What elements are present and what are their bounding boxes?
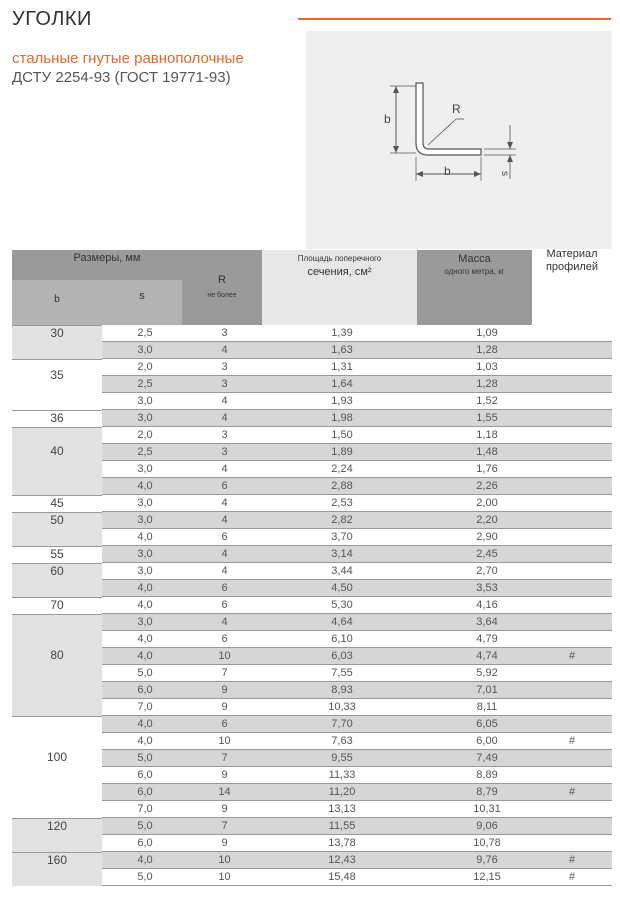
cell-mass: 5,92: [476, 667, 498, 679]
table-row: [12, 699, 612, 716]
table-row: [12, 733, 612, 750]
header-b: [12, 280, 102, 325]
header-material: [532, 250, 612, 325]
cell-s: 4,0: [137, 718, 153, 730]
cell-s: 4,0: [137, 633, 153, 645]
table-row: [12, 393, 612, 410]
cell-area: 7,70: [331, 718, 353, 730]
table-row: [12, 410, 612, 427]
table-row: [12, 376, 612, 393]
cell-area: 7,63: [331, 735, 353, 747]
cell-mass: 8,79: [476, 786, 498, 798]
cell-material: #: [568, 871, 576, 883]
cell-s: 6,0: [137, 786, 153, 798]
cell-area: 1,63: [331, 344, 353, 356]
cell-s: 3,0: [137, 514, 153, 526]
cell-mass: 1,76: [476, 463, 498, 475]
cell-b: 160: [46, 853, 68, 867]
angle-shape: [416, 83, 481, 155]
header-sizes-label: Размеры, мм: [73, 252, 141, 264]
table-header: [12, 250, 612, 325]
cell-r: 4: [221, 616, 228, 628]
cell-s: 2,0: [137, 429, 153, 441]
page-title: УГОЛКИ: [12, 8, 92, 30]
cell-area: 1,31: [331, 361, 353, 373]
cell-material: #: [568, 735, 576, 747]
table-row: [12, 648, 612, 665]
cell-area: 1,98: [331, 412, 353, 424]
table-row: [12, 529, 612, 546]
table-row: [12, 325, 612, 342]
header-area: [262, 250, 417, 325]
cell-r: 3: [221, 378, 228, 390]
cell-mass: 2,45: [476, 548, 498, 560]
table-row: [12, 682, 612, 699]
cell-s: 3,0: [137, 497, 153, 509]
header-mass-line1: Масса: [458, 253, 491, 265]
cell-mass: 2,90: [476, 531, 498, 543]
cell-s: 3,0: [137, 395, 153, 407]
table-row: [12, 359, 612, 376]
cell-area: 10,33: [328, 701, 356, 713]
header-b-label: b: [54, 294, 60, 305]
cell-area: 1,89: [331, 446, 353, 458]
cell-mass: 7,49: [476, 752, 498, 764]
table-row: [12, 614, 612, 631]
table-row: [12, 750, 612, 767]
cell-r: 4: [221, 548, 228, 560]
cell-material: #: [568, 854, 576, 866]
cell-area: 7,55: [331, 667, 353, 679]
table-row: [12, 478, 612, 495]
cell-area: 4,64: [331, 616, 353, 628]
cell-b: 45: [50, 496, 64, 510]
cell-b: 80: [50, 648, 64, 662]
cell-s: 3,0: [137, 548, 153, 560]
table-row: [12, 495, 612, 512]
cell-area: 3,14: [331, 548, 353, 560]
cell-material: #: [568, 650, 576, 662]
cell-r: 6: [221, 531, 228, 543]
cell-r: 3: [221, 429, 228, 441]
cell-area: 12,43: [328, 854, 356, 866]
cell-b: 36: [50, 411, 64, 425]
cell-area: 2,53: [331, 497, 353, 509]
cell-s: 4,0: [137, 854, 153, 866]
cell-s: 5,0: [137, 667, 153, 679]
cell-area: 2,82: [331, 514, 353, 526]
table-row: [12, 631, 612, 648]
cell-mass: 7,01: [476, 684, 498, 696]
table-row: [12, 801, 612, 818]
cell-r: 10: [218, 650, 231, 662]
table-row: [12, 342, 612, 359]
cell-s: 4,0: [137, 735, 153, 747]
cell-s: 6,0: [137, 684, 153, 696]
header-area-line2: сечения, см²: [307, 266, 372, 278]
header-r: [182, 280, 262, 325]
cell-s: 3,0: [137, 412, 153, 424]
header-s: [102, 280, 182, 325]
cell-mass: 1,55: [476, 412, 498, 424]
cell-r: 4: [221, 412, 228, 424]
table-row: [12, 461, 612, 478]
cell-mass: 10,31: [473, 803, 501, 815]
cell-r: 9: [221, 701, 228, 713]
cell-mass: 2,26: [476, 480, 498, 492]
cell-b: 50: [50, 513, 64, 527]
dim-b-side: b: [384, 112, 391, 126]
cell-area: 6,10: [331, 633, 353, 645]
table-row: [12, 563, 612, 580]
cell-s: 2,5: [137, 327, 153, 339]
cell-material: #: [568, 786, 576, 798]
header-s-label: s: [139, 290, 145, 302]
cell-r: 6: [221, 718, 228, 730]
table-row: [12, 580, 612, 597]
cell-r: 4: [221, 497, 228, 509]
cell-mass: 1,28: [476, 378, 498, 390]
cell-mass: 1,18: [476, 429, 498, 441]
table-row: [12, 852, 612, 869]
table-row: [12, 767, 612, 784]
cell-mass: 1,48: [476, 446, 498, 458]
cell-s: 7,0: [137, 803, 153, 815]
table-row: [12, 869, 612, 886]
subtitle-standard: ДСТУ 2254-93 (ГОСТ 19771-93): [12, 69, 231, 86]
cell-area: 13,78: [328, 837, 356, 849]
cell-b: 60: [50, 564, 64, 578]
table-row: [12, 512, 612, 529]
cell-mass: 4,16: [476, 599, 498, 611]
table-row: [12, 444, 612, 461]
cell-s: 2,5: [137, 446, 153, 458]
cell-r: 9: [221, 837, 228, 849]
cell-r: 6: [221, 582, 228, 594]
header-r-label: R: [218, 274, 226, 286]
cell-mass: 2,00: [476, 497, 498, 509]
cell-s: 2,0: [137, 361, 153, 373]
cell-area: 5,30: [331, 599, 353, 611]
dim-r: R: [452, 102, 461, 116]
header-area-line1: Площадь поперечного: [297, 254, 382, 263]
cell-s: 6,0: [137, 837, 153, 849]
cell-r: 6: [221, 480, 228, 492]
cell-mass: 3,53: [476, 582, 498, 594]
cell-area: 6,03: [331, 650, 353, 662]
cell-s: 3,0: [137, 565, 153, 577]
table-row: [12, 427, 612, 444]
cell-area: 2,24: [331, 463, 353, 475]
cell-r: 4: [221, 344, 228, 356]
cell-mass: 10,78: [473, 837, 501, 849]
cell-r: 7: [221, 820, 228, 832]
cell-mass: 1,09: [476, 327, 498, 339]
cell-r: 6: [221, 599, 228, 611]
cell-mass: 3,64: [476, 616, 498, 628]
cell-s: 6,0: [137, 769, 153, 781]
cell-r: 3: [221, 446, 228, 458]
header-r-sub: не более: [207, 292, 237, 299]
cell-r: 4: [221, 514, 228, 526]
cell-s: 5,0: [137, 820, 153, 832]
cell-r: 7: [221, 667, 228, 679]
cell-mass: 8,89: [476, 769, 498, 781]
cell-s: 3,0: [137, 344, 153, 356]
cell-b: 100: [46, 750, 68, 764]
subtitle-type: стальные гнутые равнополочные: [12, 50, 244, 67]
cell-b: 120: [46, 819, 68, 833]
cell-r: 3: [221, 327, 228, 339]
cell-s: 2,5: [137, 378, 153, 390]
cell-s: 5,0: [137, 752, 153, 764]
cell-area: 1,50: [331, 429, 353, 441]
header-mass-line2: одного метра, кг: [444, 267, 505, 276]
header-material-line1: Материал: [546, 248, 598, 260]
cell-s: 4,0: [137, 650, 153, 662]
cell-r: 9: [221, 803, 228, 815]
cell-s: 4,0: [137, 599, 153, 611]
cell-mass: 2,70: [476, 565, 498, 577]
cell-b: 35: [50, 367, 64, 382]
dim-b-bottom: b: [444, 164, 451, 178]
dim-s: s: [499, 171, 510, 176]
cell-area: 11,33: [328, 769, 356, 781]
cell-area: 3,44: [331, 565, 353, 577]
cell-s: 5,0: [137, 871, 153, 883]
cell-r: 9: [221, 769, 228, 781]
cell-s: 4,0: [137, 531, 153, 543]
cell-mass: 6,00: [476, 735, 498, 747]
cell-area: 13,13: [328, 803, 356, 815]
cell-mass: 9,76: [476, 854, 498, 866]
cell-r: 7: [221, 752, 228, 764]
cell-area: 2,88: [331, 480, 353, 492]
cell-s: 3,0: [137, 463, 153, 475]
cell-b: 40: [50, 444, 64, 458]
cell-s: 3,0: [137, 616, 153, 628]
cell-area: 4,50: [331, 582, 353, 594]
cell-mass: 9,06: [476, 820, 498, 832]
table-row: [12, 546, 612, 563]
table-row: [12, 716, 612, 733]
cell-mass: 1,52: [476, 395, 498, 407]
table-row: [12, 835, 612, 852]
cell-r: 10: [218, 854, 231, 866]
cell-mass: 1,03: [476, 361, 498, 373]
cell-r: 4: [221, 565, 228, 577]
cell-b: 70: [50, 598, 64, 612]
cell-area: 11,55: [328, 820, 356, 832]
cell-r: 10: [218, 735, 231, 747]
cell-r: 9: [221, 684, 228, 696]
cell-b: 55: [50, 547, 64, 561]
cell-mass: 4,79: [476, 633, 498, 645]
cell-area: 15,48: [328, 871, 356, 883]
table-row: [12, 597, 612, 614]
header-material-line2: профилей: [545, 261, 599, 273]
table-row: [12, 665, 612, 682]
cell-r: 10: [218, 871, 231, 883]
title-divider: [298, 18, 611, 20]
cell-mass: 1,28: [476, 344, 498, 356]
cell-r: 14: [218, 786, 231, 798]
cell-mass: 8,11: [476, 701, 498, 713]
header-mass: [417, 250, 532, 325]
cell-area: 1,64: [331, 378, 353, 390]
cell-mass: 4,74: [476, 650, 498, 662]
cell-area: 11,20: [328, 786, 356, 798]
cell-mass: 12,15: [473, 871, 501, 883]
cell-area: 3,70: [331, 531, 353, 543]
angle-profile-drawing: [306, 31, 612, 249]
cell-s: 4,0: [137, 480, 153, 492]
table-row: [12, 784, 612, 801]
cell-area: 1,39: [331, 327, 353, 339]
cell-area: 9,55: [331, 752, 353, 764]
cell-mass: 2,20: [476, 514, 498, 526]
cell-r: 4: [221, 395, 228, 407]
cell-b: 30: [50, 326, 64, 340]
cell-s: 4,0: [137, 582, 153, 594]
cell-r: 6: [221, 633, 228, 645]
cell-mass: 6,05: [476, 718, 498, 730]
cell-r: 4: [221, 463, 228, 475]
cell-s: 7,0: [137, 701, 153, 713]
cell-area: 1,93: [331, 395, 353, 407]
cell-area: 8,93: [331, 684, 353, 696]
cell-r: 3: [221, 361, 228, 373]
profile-diagram: [306, 31, 612, 249]
table-row: [12, 818, 612, 835]
